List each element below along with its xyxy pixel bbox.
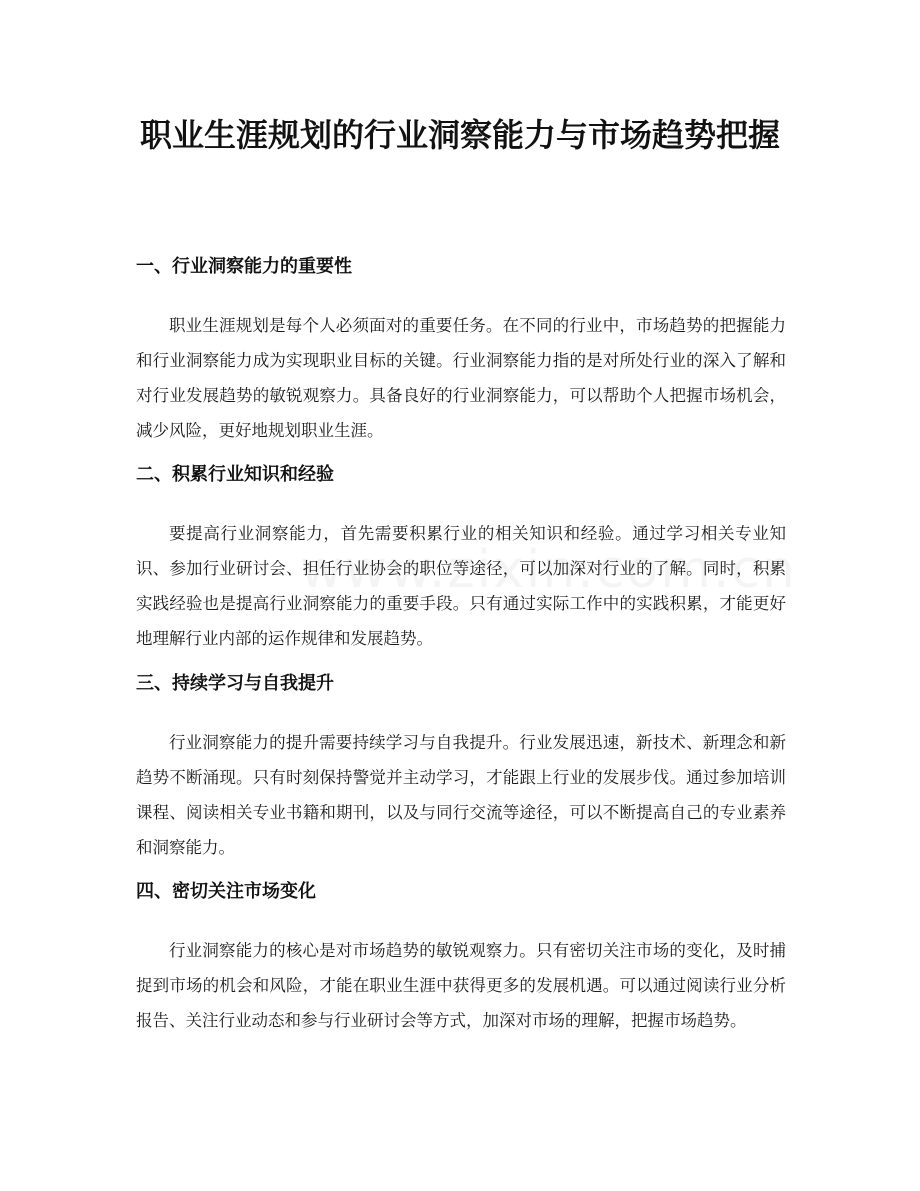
section-knowledge <box>136 462 786 656</box>
section-paragraph: 行业洞察能力的核心是对市场趋势的敏锐观察力。只有密切关注市场的变化，及时捕捉到市场的机会和风险，才能在职业生涯中获得更多的发展机遇。可以通过阅读行业分析报告、关注行业动态和参与行业研讨会等方式，加深对市场的理解，把握市场趋势。 <box>136 941 786 1030</box>
section-paragraph: 行业洞察能力的提升需要持续学习与自我提升。行业发展迅速，新技术、新理念和新趋势不断涌现。只有时刻保持警觉并主动学习，才能跟上行业的发展步伐。通过参加培训课程、阅读相关专业书籍和期刊，以及与同行交流等途径，可以不断提高自己的专业素养和洞察能力。 <box>136 733 786 857</box>
section-market <box>136 879 786 1038</box>
section-learning <box>136 671 786 865</box>
section-heading: 二、积累行业知识和经验 <box>136 464 334 485</box>
section-importance <box>136 254 786 448</box>
section-paragraph: 要提高行业洞察能力，首先需要积累行业的相关知识和经验。通过学习相关专业知识、参加行业研讨会、担任行业协会的职位等途径，可以加深对行业的了解。同时，积累实践经验也是提高行业洞察能力的重要手段。只有通过实际工作中的实践积累，才能更好地理解行业内部的运作规律和发展趋势。 <box>136 524 786 648</box>
section-heading: 三、持续学习与自我提升 <box>136 673 334 694</box>
section-paragraph: 职业生涯规划是每个人必须面对的重要任务。在不同的行业中，市场趋势的把握能力和行业洞察能力成为实现职业目标的关键。行业洞察能力指的是对所处行业的深入了解和对行业发展趋势的敏锐观察力。具备良好的行业洞察能力，可以帮助个人把握市场机会，减少风险，更好地规划职业生涯。 <box>136 316 786 440</box>
section-heading: 一、行业洞察能力的重要性 <box>136 256 352 277</box>
document-title: 职业生涯规划的行业洞察能力与市场趋势把握 <box>139 116 780 154</box>
section-heading: 四、密切关注市场变化 <box>136 881 316 902</box>
